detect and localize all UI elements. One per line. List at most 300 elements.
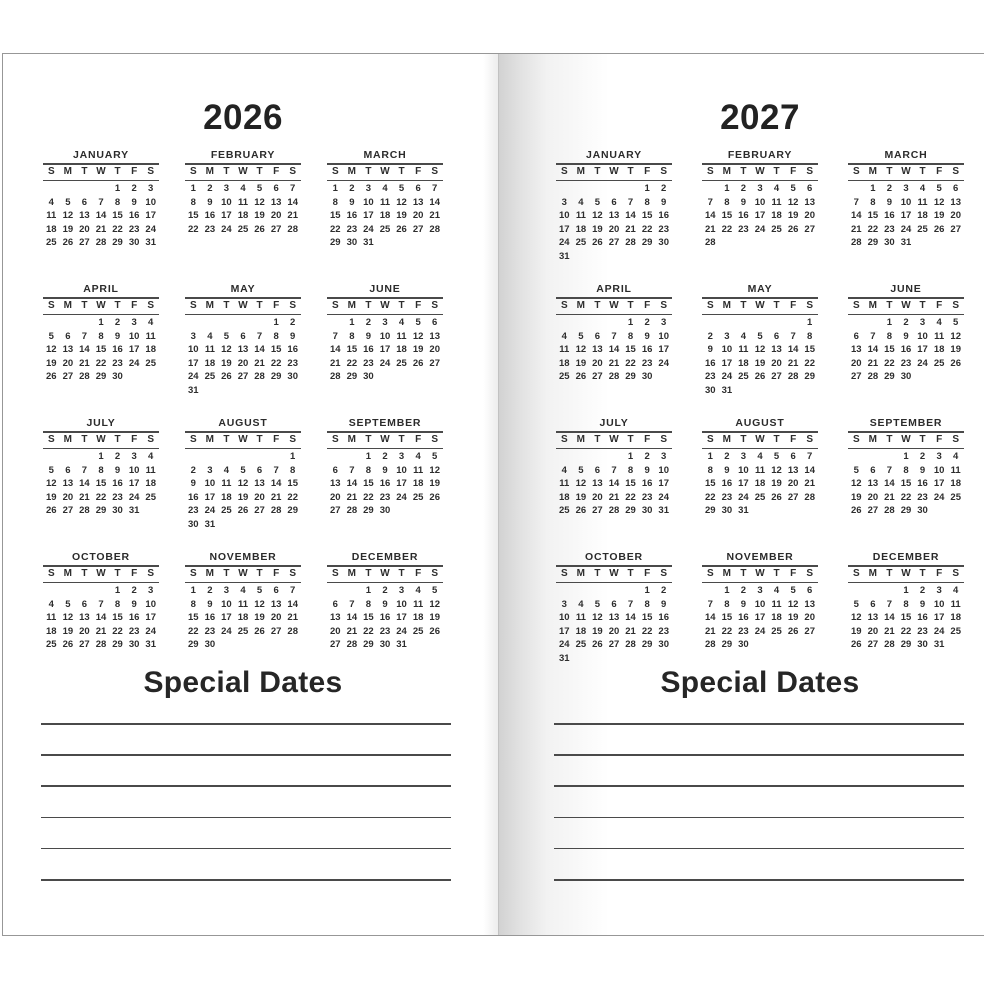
date-cell: 18 <box>558 357 570 369</box>
weekday-label: T <box>594 299 601 311</box>
date-cell: 19 <box>254 612 265 624</box>
month-dates <box>702 316 818 397</box>
weekday-label: M <box>722 299 732 311</box>
date-cell: 8 <box>903 464 909 476</box>
weekday-label: F <box>131 433 138 445</box>
weekday-label: S <box>852 567 860 579</box>
date-cell: 6 <box>65 464 71 476</box>
ruled-line <box>41 879 451 881</box>
month-dates <box>327 182 443 250</box>
date-cell: 24 <box>145 223 156 235</box>
date-cell: 6 <box>853 330 859 342</box>
date-cell: 27 <box>804 223 815 235</box>
date-cell: 8 <box>114 598 121 610</box>
weekday-label: S <box>47 567 55 579</box>
date-cell: 30 <box>917 639 928 651</box>
date-cell: 10 <box>900 196 912 208</box>
date-cell: 17 <box>558 223 570 235</box>
empty-cell <box>785 316 802 330</box>
weekday-label: W <box>901 433 911 445</box>
date-cell: 4 <box>561 464 567 476</box>
date-cell: 30 <box>704 384 716 396</box>
weekday-header <box>848 567 964 581</box>
month-name: MAY <box>747 283 773 295</box>
date-cell: 17 <box>754 210 766 222</box>
month-dates <box>327 450 443 518</box>
date-cell: 15 <box>704 478 716 490</box>
empty-cell <box>881 584 898 598</box>
date-cell: 29 <box>804 371 815 383</box>
weekday-label: F <box>644 433 651 445</box>
month-name: AUGUST <box>218 417 268 429</box>
month-name: NOVEMBER <box>726 551 794 563</box>
date-cell: 28 <box>850 237 862 249</box>
month-calendar-april <box>43 283 159 417</box>
date-cell: 20 <box>771 357 782 369</box>
empty-cell <box>606 182 623 196</box>
month-calendar-september <box>848 417 964 551</box>
date-cell: 13 <box>79 210 90 222</box>
date-cell: 5 <box>936 183 942 195</box>
date-cell: 1 <box>190 585 196 597</box>
month-name: JULY <box>599 417 629 429</box>
date-cell: 23 <box>379 625 391 637</box>
date-cell: 28 <box>287 625 298 637</box>
ruled-line <box>41 817 451 819</box>
month-name: JUNE <box>369 283 401 295</box>
weekday-label: F <box>131 567 138 579</box>
weekday-label: M <box>347 165 357 177</box>
date-cell: 22 <box>804 357 815 369</box>
date-cell: 5 <box>790 585 796 597</box>
weekday-label: S <box>47 299 55 311</box>
date-cell: 9 <box>365 330 372 342</box>
date-cell: 10 <box>933 464 945 476</box>
date-cell: 3 <box>398 585 405 597</box>
date-cell: 7 <box>886 598 893 610</box>
date-cell: 11 <box>738 344 749 356</box>
date-cell: 27 <box>62 505 74 517</box>
date-cell: 24 <box>917 357 928 369</box>
month-name: MAY <box>230 283 256 295</box>
date-cell: 20 <box>329 625 341 637</box>
date-cell: 20 <box>79 625 90 637</box>
date-cell: 5 <box>594 196 601 208</box>
date-cell: 14 <box>608 344 620 356</box>
date-cell: 13 <box>771 344 782 356</box>
date-cell: 14 <box>79 478 90 490</box>
empty-cell <box>848 584 865 598</box>
date-cell: 24 <box>754 223 766 235</box>
date-cell: 24 <box>558 639 570 651</box>
date-cell: 12 <box>575 344 587 356</box>
date-cell: 9 <box>114 464 121 476</box>
date-cell: 22 <box>363 625 374 637</box>
date-cell: 25 <box>558 371 570 383</box>
date-cell: 15 <box>721 612 733 624</box>
date-cell: 31 <box>900 237 912 249</box>
weekday-label: F <box>131 299 138 311</box>
date-cell: 5 <box>578 464 584 476</box>
date-cell: 17 <box>658 478 669 490</box>
date-cell: 14 <box>625 612 636 624</box>
date-cell: 14 <box>346 612 358 624</box>
empty-cell <box>622 584 639 598</box>
date-cell: 13 <box>592 478 603 490</box>
ruled-line <box>554 785 964 787</box>
empty-cell <box>60 182 77 196</box>
date-cell: 13 <box>270 196 282 208</box>
weekday-label: T <box>919 433 926 445</box>
date-cell: 29 <box>900 639 912 651</box>
date-cell: 2 <box>190 464 196 476</box>
date-cell: 4 <box>757 451 763 463</box>
date-cell: 26 <box>933 223 945 235</box>
date-cell: 24 <box>187 371 199 383</box>
date-cell: 12 <box>787 598 799 610</box>
date-cell: 26 <box>592 639 603 651</box>
year-title: 2026 <box>203 98 283 137</box>
date-cell: 21 <box>850 223 862 235</box>
date-cell: 8 <box>724 196 730 208</box>
date-cell: 1 <box>886 317 893 329</box>
date-cell: 31 <box>658 505 669 517</box>
date-cell: 3 <box>757 183 763 195</box>
date-cell: 21 <box>884 625 895 637</box>
date-cell: 5 <box>594 598 601 610</box>
date-cell: 13 <box>787 464 799 476</box>
date-cell: 3 <box>365 183 372 195</box>
date-cell: 25 <box>204 371 216 383</box>
empty-cell <box>768 316 785 330</box>
date-cell: 27 <box>237 371 249 383</box>
date-cell: 6 <box>65 330 71 342</box>
date-cell: 16 <box>738 612 749 624</box>
date-cell: 6 <box>594 330 601 342</box>
weekday-rule <box>848 448 964 450</box>
date-cell: 18 <box>950 478 961 490</box>
date-cell: 21 <box>804 478 815 490</box>
date-cell: 15 <box>287 478 298 490</box>
date-cell: 23 <box>379 491 391 503</box>
weekday-rule <box>185 448 301 450</box>
date-cell: 20 <box>62 491 74 503</box>
date-cell: 28 <box>346 505 358 517</box>
weekday-label: M <box>63 165 73 177</box>
date-cell: 25 <box>237 625 249 637</box>
weekday-label: T <box>223 567 230 579</box>
date-cell: 3 <box>131 451 137 463</box>
date-cell: 27 <box>254 505 265 517</box>
weekday-label: S <box>706 433 714 445</box>
date-cell: 15 <box>95 344 107 356</box>
special-dates-heading: Special Dates <box>143 666 343 699</box>
date-cell: 22 <box>329 223 341 235</box>
date-cell: 14 <box>287 196 298 208</box>
weekday-label: S <box>147 567 155 579</box>
date-cell: 10 <box>396 464 407 476</box>
date-cell: 1 <box>190 183 196 195</box>
date-cell: 15 <box>112 210 123 222</box>
date-cell: 19 <box>592 223 603 235</box>
weekday-label: T <box>773 165 780 177</box>
date-cell: 23 <box>738 223 749 235</box>
date-cell: 28 <box>608 371 620 383</box>
weekday-label: T <box>594 433 601 445</box>
date-cell: 10 <box>221 196 232 208</box>
date-cell: 31 <box>738 505 749 517</box>
date-cell: 21 <box>625 223 636 235</box>
date-cell: 11 <box>145 464 156 476</box>
weekday-label: S <box>147 299 155 311</box>
date-cell: 3 <box>131 317 137 329</box>
weekday-label: F <box>415 165 422 177</box>
date-cell: 8 <box>644 196 650 208</box>
date-cell: 28 <box>95 237 107 249</box>
date-cell: 19 <box>575 491 587 503</box>
date-cell: 29 <box>625 505 636 517</box>
date-cell: 15 <box>900 478 912 490</box>
weekday-label: M <box>205 165 215 177</box>
date-cell: 21 <box>429 210 440 222</box>
weekday-header <box>327 433 443 447</box>
date-cell: 22 <box>112 625 123 637</box>
date-cell: 3 <box>740 451 747 463</box>
date-cell: 18 <box>950 612 961 624</box>
date-cell: 30 <box>112 505 123 517</box>
month-name: SEPTEMBER <box>348 417 422 429</box>
date-cell: 20 <box>592 491 603 503</box>
empty-cell <box>60 584 77 598</box>
date-cell: 9 <box>349 196 355 208</box>
date-cell: 6 <box>870 598 876 610</box>
weekday-label: T <box>81 433 88 445</box>
month-calendar-june <box>848 283 964 417</box>
date-cell: 11 <box>950 598 961 610</box>
date-cell: 21 <box>625 625 636 637</box>
date-cell: 3 <box>223 585 230 597</box>
date-cell: 22 <box>867 223 879 235</box>
date-cell: 26 <box>429 491 440 503</box>
month-dates <box>848 450 964 518</box>
date-cell: 6 <box>611 196 617 208</box>
weekday-header <box>702 299 818 313</box>
weekday-label: T <box>256 433 263 445</box>
date-cell: 26 <box>62 237 74 249</box>
date-cell: 13 <box>608 210 620 222</box>
date-cell: 14 <box>884 612 895 624</box>
weekday-label: S <box>331 567 339 579</box>
weekday-label: F <box>273 165 280 177</box>
date-cell: 25 <box>45 237 57 249</box>
date-cell: 9 <box>661 196 667 208</box>
empty-cell <box>202 316 219 330</box>
date-cell: 17 <box>900 210 912 222</box>
empty-cell <box>344 584 361 598</box>
date-cell: 1 <box>724 585 730 597</box>
date-cell: 16 <box>112 344 123 356</box>
date-cell: 21 <box>254 357 265 369</box>
weekday-label: S <box>331 433 339 445</box>
date-cell: 16 <box>658 612 669 624</box>
date-cell: 28 <box>95 639 107 651</box>
date-cell: 22 <box>704 491 716 503</box>
weekday-label: M <box>347 433 357 445</box>
date-cell: 19 <box>45 357 57 369</box>
date-cell: 26 <box>787 625 799 637</box>
date-cell: 13 <box>850 344 862 356</box>
date-cell: 19 <box>950 344 961 356</box>
date-cell: 7 <box>886 464 893 476</box>
empty-cell <box>589 450 606 464</box>
date-cell: 27 <box>608 237 620 249</box>
date-cell: 7 <box>870 330 876 342</box>
month-calendar-october <box>556 551 672 685</box>
empty-cell <box>43 450 60 464</box>
date-cell: 2 <box>707 330 713 342</box>
date-cell: 2 <box>382 451 388 463</box>
date-cell: 18 <box>221 491 232 503</box>
date-cell: 22 <box>95 357 107 369</box>
date-cell: 13 <box>950 196 961 208</box>
date-cell: 10 <box>558 210 570 222</box>
date-cell: 15 <box>112 612 123 624</box>
month-dates <box>327 584 443 652</box>
date-cell: 15 <box>363 478 374 490</box>
date-cell: 14 <box>608 478 620 490</box>
month-calendar-april <box>556 283 672 417</box>
date-cell: 28 <box>79 505 90 517</box>
date-cell: 30 <box>658 237 669 249</box>
empty-cell <box>327 450 344 464</box>
month-name: JUNE <box>890 283 922 295</box>
date-cell: 28 <box>884 505 895 517</box>
date-cell: 3 <box>148 183 154 195</box>
date-cell: 6 <box>273 585 279 597</box>
date-cell: 28 <box>608 505 620 517</box>
date-cell: 20 <box>950 210 961 222</box>
date-cell: 12 <box>45 344 57 356</box>
weekday-label: S <box>147 165 155 177</box>
date-cell: 15 <box>721 210 733 222</box>
date-cell: 9 <box>114 330 121 342</box>
empty-cell <box>589 584 606 598</box>
date-cell: 24 <box>558 237 570 249</box>
calendar-page-2027 <box>498 54 995 935</box>
date-cell: 12 <box>221 344 232 356</box>
date-cell: 5 <box>65 196 71 208</box>
month-dates <box>185 450 301 531</box>
date-cell: 19 <box>933 210 945 222</box>
date-cell: 12 <box>933 196 945 208</box>
month-calendar-december <box>327 551 443 685</box>
date-cell: 17 <box>396 478 407 490</box>
date-cell: 19 <box>787 210 799 222</box>
date-cell: 13 <box>270 598 282 610</box>
date-cell: 25 <box>933 357 945 369</box>
date-cell: 9 <box>382 464 388 476</box>
weekday-rule <box>702 180 818 182</box>
date-cell: 3 <box>398 451 405 463</box>
date-cell: 14 <box>254 344 265 356</box>
empty-cell <box>702 584 719 598</box>
date-cell: 29 <box>363 639 374 651</box>
date-cell: 17 <box>658 344 669 356</box>
date-cell: 9 <box>740 598 747 610</box>
date-cell: 9 <box>131 598 137 610</box>
month-dates <box>185 316 301 397</box>
empty-cell <box>881 450 898 464</box>
month-calendar-july <box>556 417 672 551</box>
date-cell: 22 <box>187 223 199 235</box>
weekday-label: W <box>755 165 765 177</box>
weekday-label: T <box>627 433 634 445</box>
date-cell: 17 <box>917 344 928 356</box>
date-cell: 1 <box>332 183 338 195</box>
weekday-rule <box>185 180 301 182</box>
date-cell: 2 <box>207 183 213 195</box>
empty-cell <box>251 450 268 464</box>
date-cell: 9 <box>190 478 196 490</box>
date-cell: 22 <box>641 625 653 637</box>
month-dates <box>848 182 964 250</box>
weekday-label: S <box>952 567 960 579</box>
date-cell: 15 <box>329 210 341 222</box>
date-cell: 25 <box>575 639 587 651</box>
date-cell: 22 <box>900 491 912 503</box>
date-cell: 11 <box>145 330 156 342</box>
empty-cell <box>60 450 77 464</box>
date-cell: 7 <box>432 183 438 195</box>
weekday-label: W <box>755 433 765 445</box>
date-cell: 29 <box>867 237 879 249</box>
date-cell: 27 <box>950 223 961 235</box>
date-cell: 20 <box>270 210 282 222</box>
empty-cell <box>752 316 769 330</box>
weekday-label: F <box>415 567 422 579</box>
date-cell: 22 <box>625 357 636 369</box>
date-cell: 9 <box>661 598 667 610</box>
date-cell: 3 <box>661 451 667 463</box>
date-cell: 10 <box>754 196 766 208</box>
date-cell: 29 <box>641 237 653 249</box>
date-cell: 3 <box>661 317 667 329</box>
date-cell: 14 <box>884 478 895 490</box>
date-cell: 6 <box>870 464 876 476</box>
weekday-header <box>848 165 964 179</box>
date-cell: 4 <box>398 317 405 329</box>
weekday-rule <box>43 180 159 182</box>
date-cell: 23 <box>658 625 669 637</box>
date-cell: 4 <box>48 196 54 208</box>
month-name: MARCH <box>884 149 928 161</box>
date-cell: 15 <box>884 344 895 356</box>
year-title: 2027 <box>720 98 800 137</box>
date-cell: 25 <box>379 223 391 235</box>
date-cell: 16 <box>917 612 928 624</box>
date-cell: 23 <box>128 625 140 637</box>
date-cell: 24 <box>658 491 669 503</box>
weekday-label: W <box>96 433 106 445</box>
date-cell: 11 <box>771 598 782 610</box>
weekday-label: S <box>189 165 197 177</box>
date-cell: 11 <box>559 478 570 490</box>
date-cell: 28 <box>884 639 895 651</box>
weekday-label: T <box>114 165 121 177</box>
weekday-label: T <box>740 567 747 579</box>
date-cell: 5 <box>256 585 263 597</box>
weekday-label: S <box>289 567 297 579</box>
